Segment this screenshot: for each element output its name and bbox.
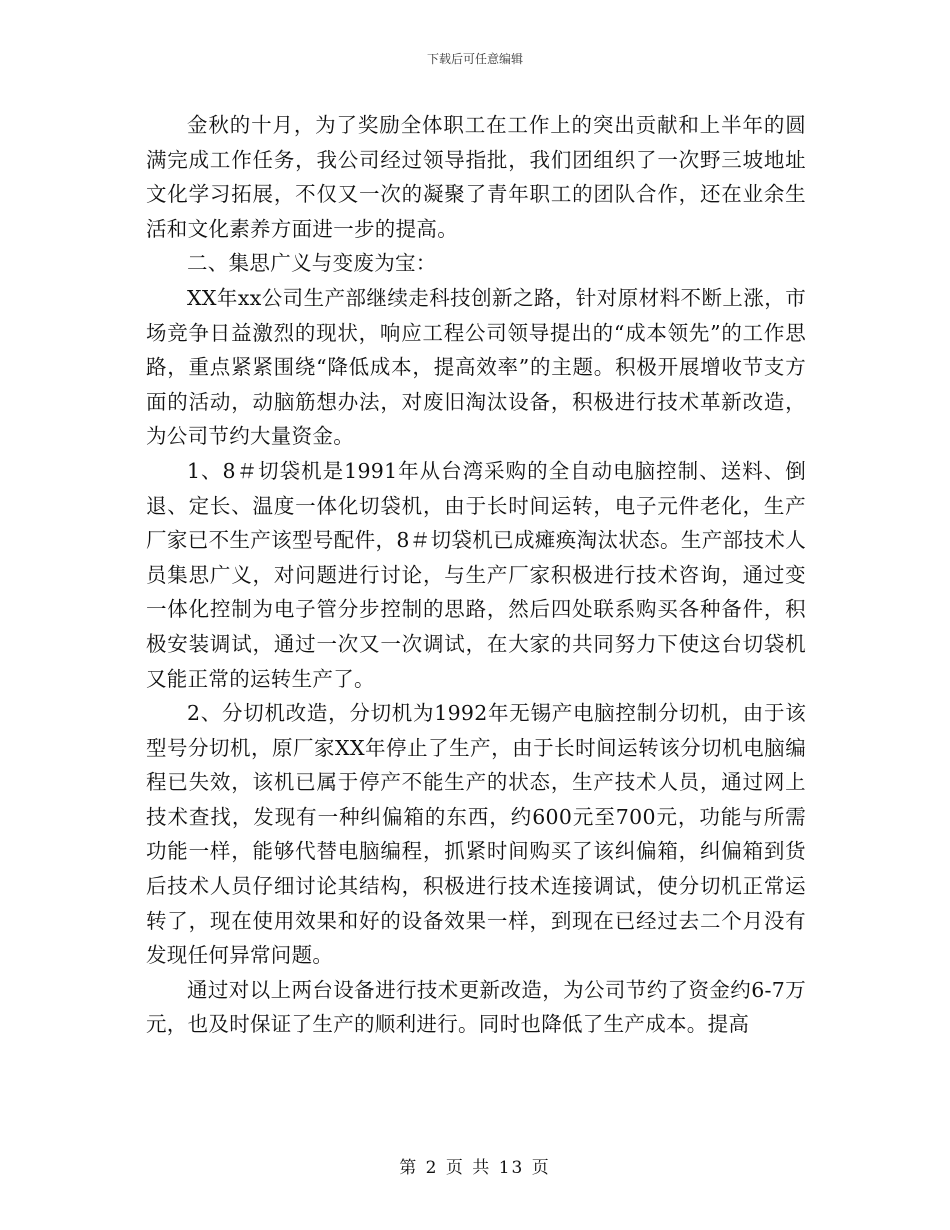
paragraph-1: 金秋的十月，为了奖励全体职工在工作上的突出贡献和上半年的圆满完成工作任务，我公司经过领导指批，我们团组织了一次野三坡地址文化学习拓展，不仅又一次的凝聚了青年职工的团队合作，还在业余生活和文化素养方面进一步的提高。 — [146, 113, 806, 241]
paragraph-5: 通过对以上两台设备进行技术更新改造，为公司节约了资金约6-7万元，也及时保证了生产的顺利进行。同时也降低了生产成本。提高 — [146, 977, 806, 1037]
paragraph-4: 2、分切机改造，分切机为1992年无锡产电脑控制分切机，由于该型号分切机，原厂家XX年停止了生产，由于长时间运转该分切机电脑编程已失效，该机已属于停产不能生产的状态，生产技术人员，通过网上技术查找，发现有一种纠偏箱的东西，约600元至700元，功能与所需功能一样，能够代替电脑编程，抓紧时间购买了该纠偏箱，纠偏箱到货后技术人员仔细讨论其结构，积极进行技术连接调试，使分切机正常运转了，现在使用效果和好的设备效果一样，到现在已经过去二个月没有发现任何异常问题。 — [146, 701, 806, 968]
paragraph-3: 1、8＃切袋机是1991年从台湾采购的全自动电脑控制、送料、倒退、定长、温度一体化切袋机，由于长时间运转，电子元件老化，生产厂家已不生产该型号配件，8＃切袋机已成瘫痪淘汰状态。生产部技术人员集思广义，对问题进行讨论，与生产厂家积极进行技术咨询，通过变一体化控制为电子管分步控制的思路，然后四处联系购买各种备件，积极安装调试，通过一次又一次调试，在大家的共同努力下使这台切袋机又能正常的运转生产了。 — [146, 458, 806, 691]
section-heading: 二、集思广义与变废为宝： — [187, 251, 437, 276]
page-header: 下载后可任意编辑 — [426, 52, 523, 66]
document-body — [146, 108, 806, 1042]
paragraph-2: XX年xx公司生产部继续走科技创新之路，针对原材料不断上涨，市场竞争日益激烈的现状，响应工程公司领导提出的“成本领先”的工作思路，重点紧紧围绕“降低成本，提高效率”的主题。积极开展增收节支方面的活动，动脑筋想办法，对废旧淘汰设备，积极进行技术革新改造，为公司节约大量资金。 — [146, 285, 806, 449]
page-number: 第 2 页 共 13 页 — [399, 1158, 551, 1178]
